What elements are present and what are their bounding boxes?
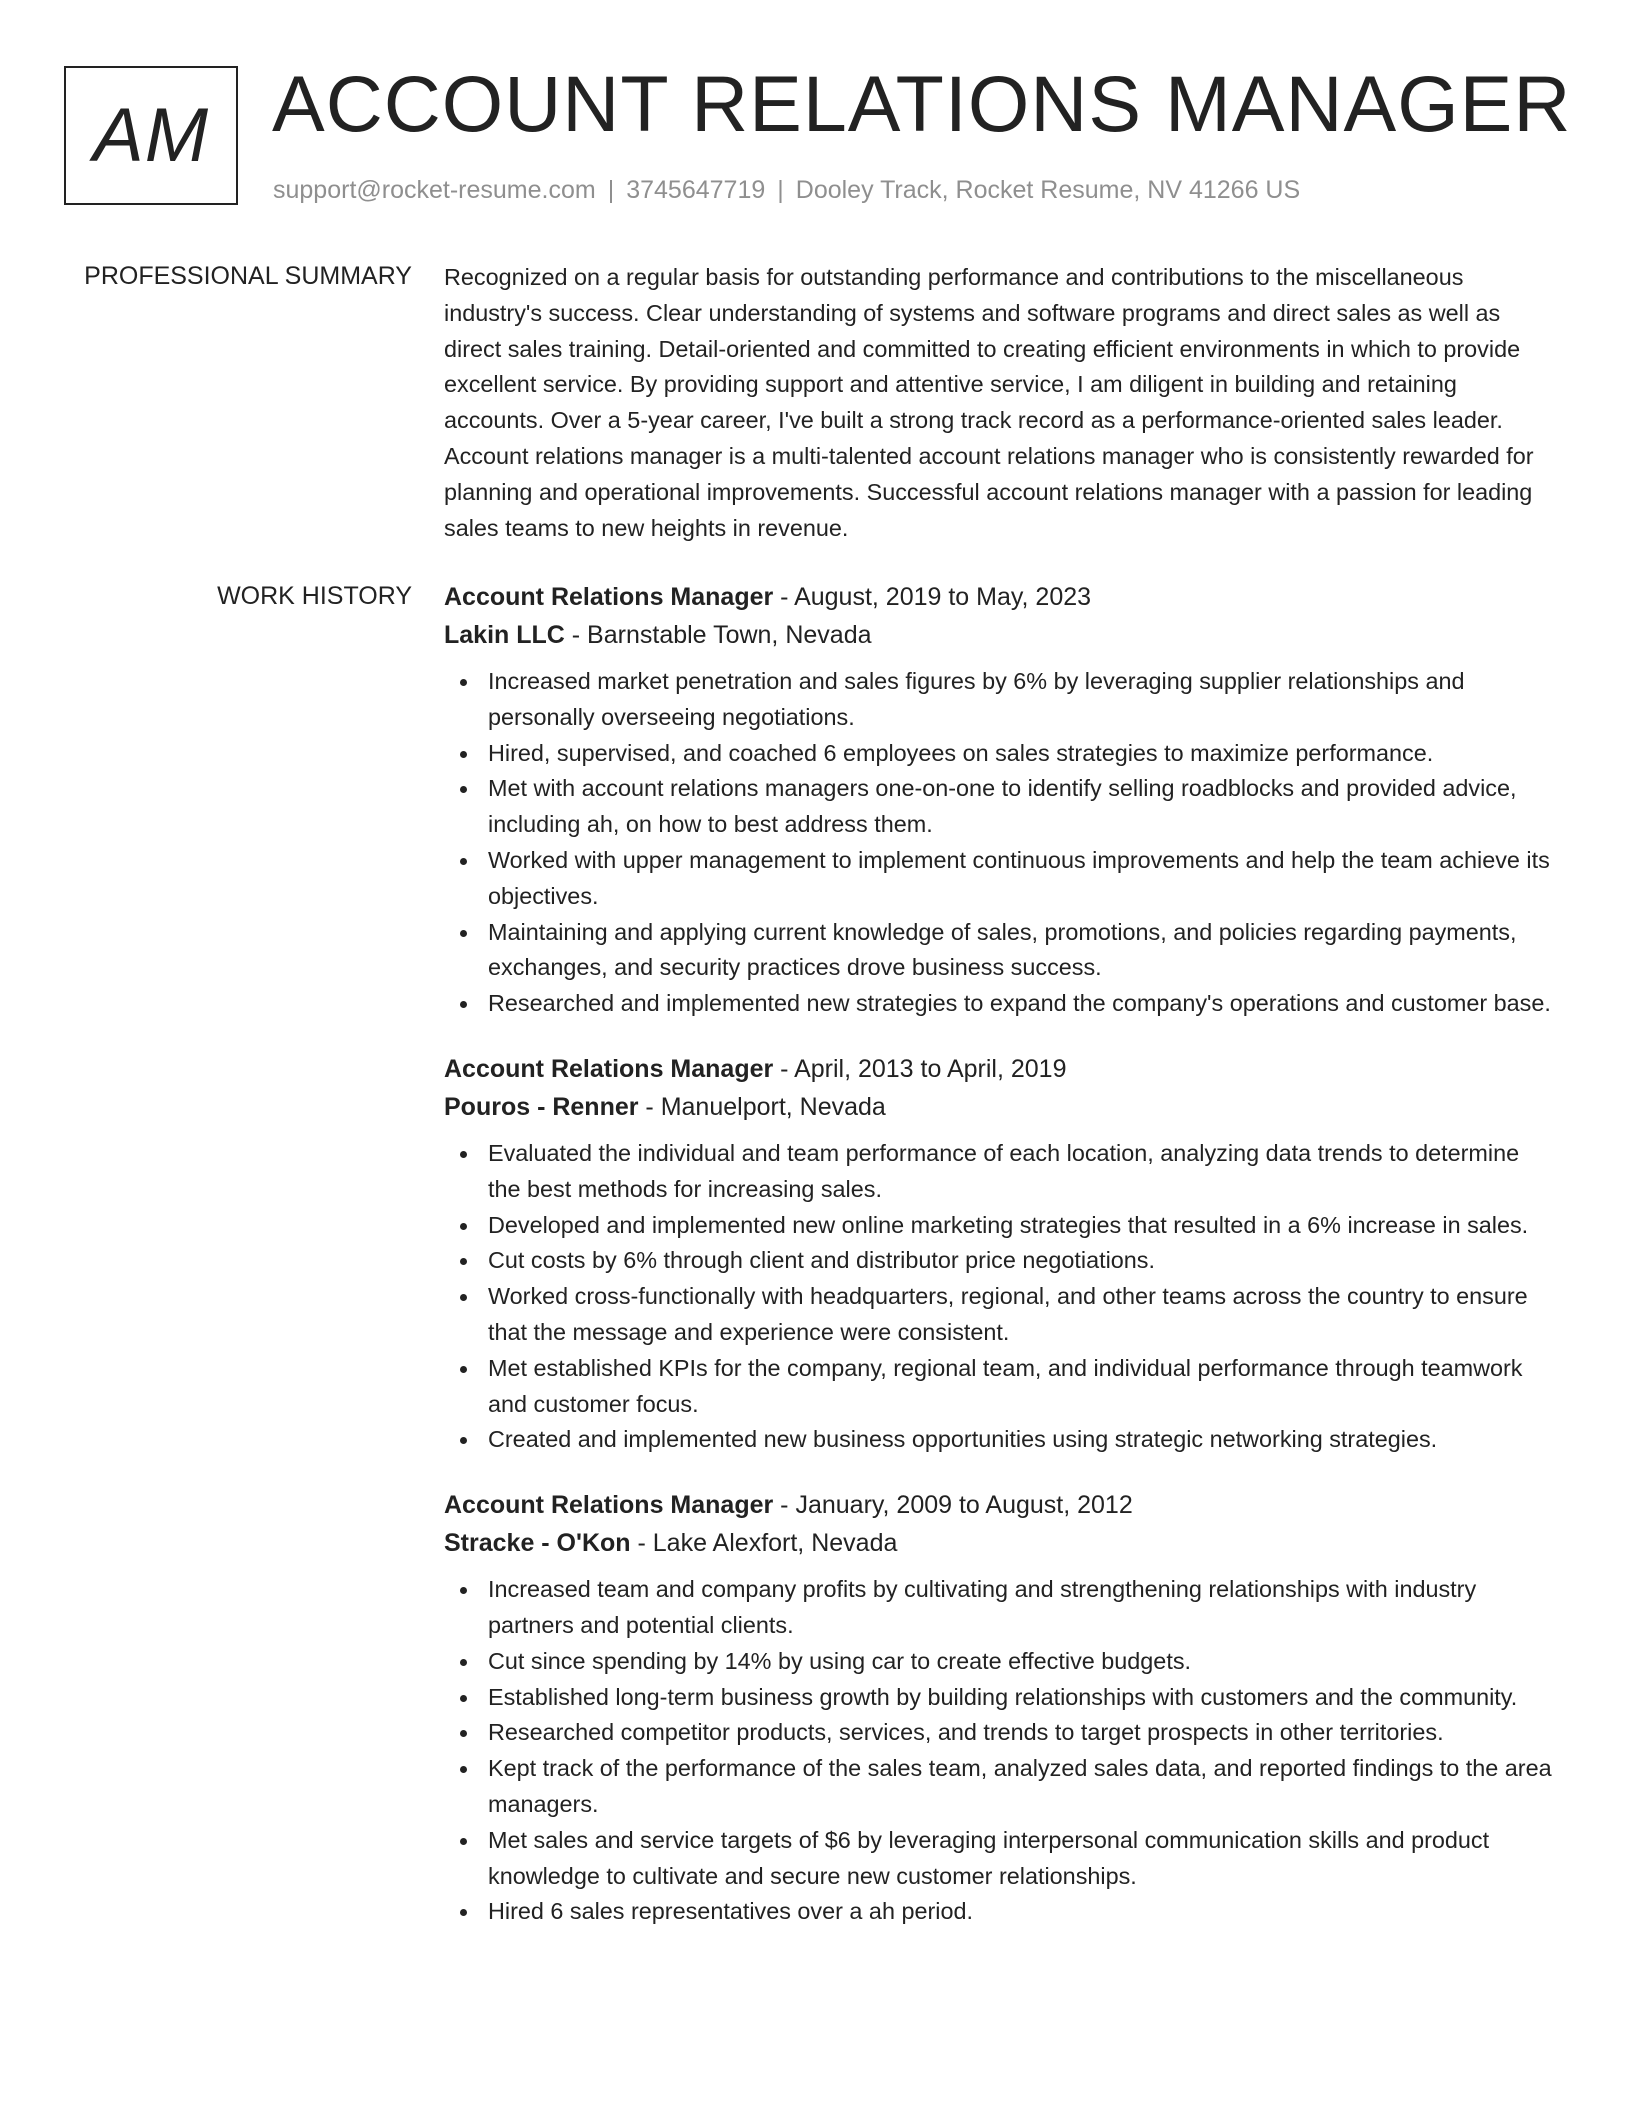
contact-email: support@rocket-resume.com: [273, 176, 596, 204]
job-bullet: Maintaining and applying current knowledge of sales, promotions, and policies regarding payments, exchanges, and security practices drove business success.: [444, 915, 1556, 987]
job-entry: [444, 578, 1556, 1022]
job-bullet-list: [444, 664, 1556, 1022]
contact-separator: |: [607, 176, 615, 204]
monogram-badge: [64, 66, 238, 205]
job-bullet: Established long-term business growth by building relationships with customers and the community.: [444, 1680, 1556, 1716]
job-company: Stracke - O'Kon: [444, 1529, 631, 1558]
job-bullet: Increased market penetration and sales figures by 6% by leveraging supplier relationships and personally overseeing negotiations.: [444, 664, 1556, 736]
job-title: Account Relations Manager: [444, 1054, 774, 1083]
resume-title: ACCOUNT RELATIONS MANAGER: [272, 59, 1572, 148]
job-dates: - April, 2013 to April, 2019: [773, 1054, 1067, 1083]
job-bullet: Worked with upper management to implement continuous improvements and help the team achieve its objectives.: [444, 843, 1556, 915]
job-company: Pouros - Renner: [444, 1092, 639, 1121]
job-title: Account Relations Manager: [444, 583, 774, 611]
summary-text: Recognized on a regular basis for outstanding performance and contributions to the miscellaneous industry's success. Clear understanding of systems and software programs and direct sales as well as direct sales training. Detail-oriented and committed to creating efficient environments in which to provide excellent service. By providing support and attentive service, I am diligent in building and retaining accounts. Over a 5-year career, I've built a strong track record as a performance-oriented sales leader. Account relations manager is a multi-talented account relations manager who is consistently rewarded for planning and operational improvements. Successful account relations manager with a passion for leading sales teams to new heights in revenue.: [444, 264, 1534, 541]
job-title: Account Relations Manager: [444, 1491, 774, 1520]
job-bullet: Worked cross-functionally with headquarters, regional, and other teams across the country to ensure that the message and experience were consistent.: [444, 1279, 1556, 1351]
job-bullet-list: [444, 1572, 1556, 1930]
job-bullet: Evaluated the individual and team performance of each location, analyzing data trends to determine the best methods for increasing sales.: [444, 1136, 1556, 1208]
job-bullet: Met sales and service targets of $6 by leveraging interpersonal communication skills and product knowledge to cultivate and secure new customer relationships.: [444, 1823, 1556, 1895]
job-title-line: [444, 578, 1556, 616]
section-label-summary: PROFESSIONAL SUMMARY: [84, 262, 412, 290]
job-company: Lakin LLC: [444, 621, 565, 649]
contact-address: Dooley Track, Rocket Resume, NV 41266 US: [795, 176, 1301, 204]
job-dates: - August, 2019 to May, 2023: [773, 583, 1092, 611]
job-location: - Barnstable Town, Nevada: [564, 621, 872, 649]
work-history-body: [444, 578, 1556, 1958]
contact-line: [273, 174, 1300, 206]
job-bullet: Developed and implemented new online marketing strategies that resulted in a 6% increase in sales.: [444, 1208, 1556, 1244]
contact-phone: 3745647719: [626, 176, 766, 204]
monogram-initials: AM: [93, 93, 209, 178]
job-location: - Manuelport, Nevada: [638, 1092, 886, 1121]
job-company-line: [444, 616, 1556, 654]
job-bullet: Researched and implemented new strategies to expand the company's operations and customer base.: [444, 986, 1556, 1022]
job-bullet: Hired 6 sales representatives over a ah period.: [444, 1894, 1556, 1930]
job-bullet: Kept track of the performance of the sales team, analyzed sales data, and reported findings to the area managers.: [444, 1751, 1556, 1823]
job-bullet: Met with account relations managers one-on-one to identify selling roadblocks and provided advice, including ah, on how to best address them.: [444, 771, 1556, 843]
job-bullet: Researched competitor products, services, and trends to target prospects in other territories.: [444, 1715, 1556, 1751]
job-entry: [444, 1486, 1556, 1930]
section-label-work-history: WORK HISTORY: [217, 582, 412, 610]
job-title-line: [444, 1050, 1556, 1088]
job-company-line: [444, 1088, 1556, 1126]
job-bullet: Met established KPIs for the company, regional team, and individual performance through teamwork and customer focus.: [444, 1351, 1556, 1423]
summary-body: [444, 260, 1556, 546]
contact-separator: |: [777, 176, 784, 204]
job-dates: - January, 2009 to August, 2012: [773, 1491, 1133, 1520]
job-bullet: Increased team and company profits by cultivating and strengthening relationships with industry partners and potential clients.: [444, 1572, 1556, 1644]
job-bullet: Cut since spending by 14% by using car to create effective budgets.: [444, 1644, 1556, 1680]
job-bullet: Created and implemented new business opportunities using strategic networking strategies.: [444, 1422, 1556, 1458]
job-company-line: [444, 1524, 1556, 1562]
job-title-line: [444, 1486, 1556, 1524]
job-bullet: Hired, supervised, and coached 6 employees on sales strategies to maximize performance.: [444, 736, 1556, 772]
job-bullet-list: [444, 1136, 1556, 1458]
job-location: - Lake Alexfort, Nevada: [630, 1529, 898, 1558]
job-bullet: Cut costs by 6% through client and distributor price negotiations.: [444, 1243, 1556, 1279]
job-entry: [444, 1050, 1556, 1458]
